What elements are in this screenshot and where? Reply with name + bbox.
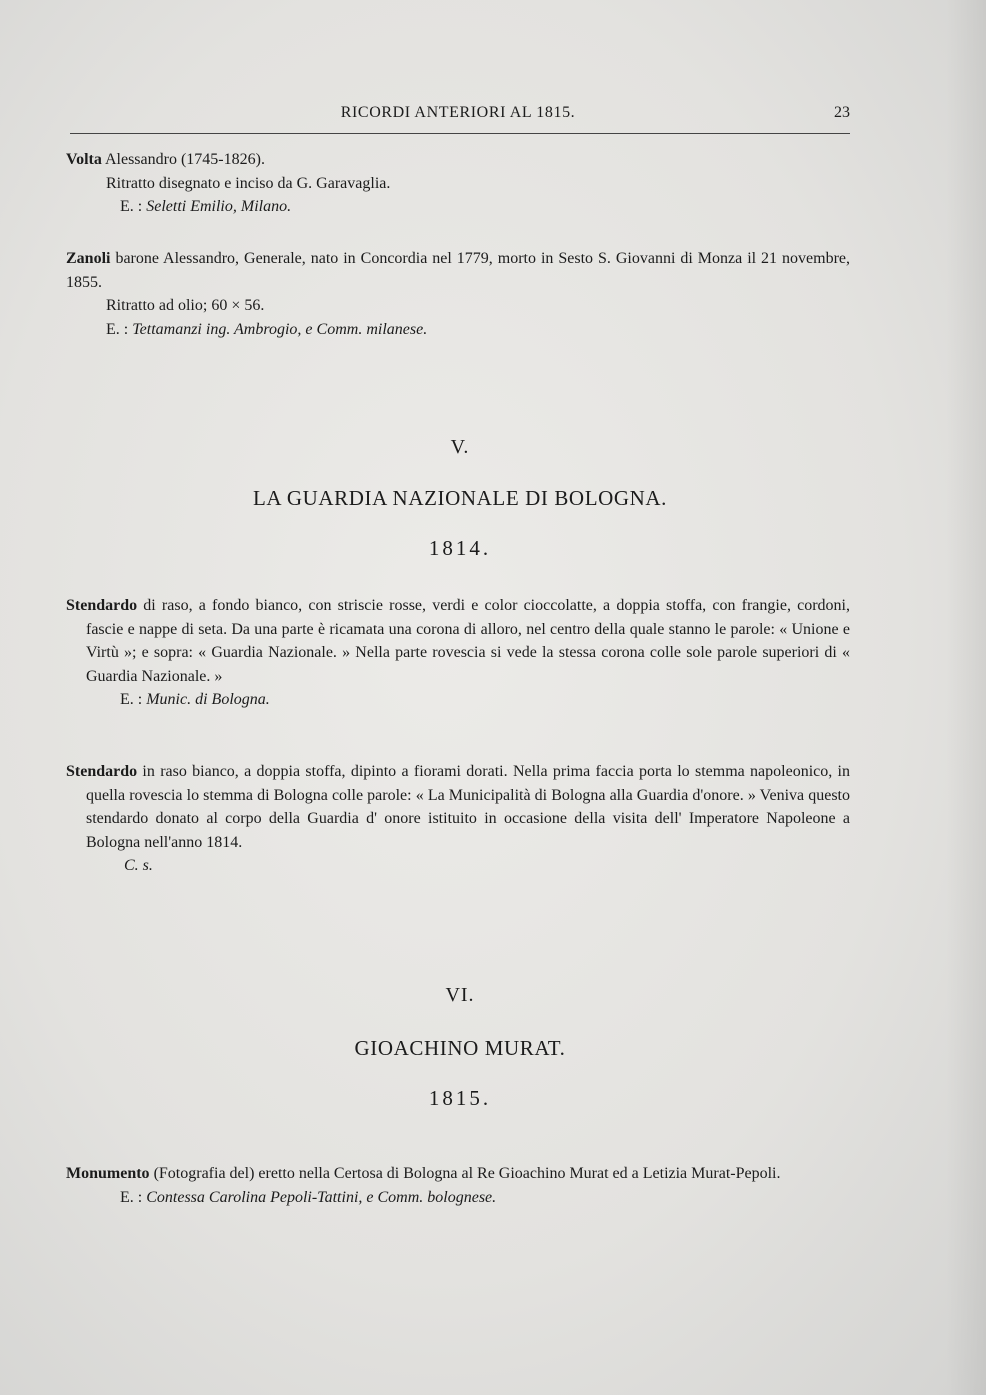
section-vi-number: VI. (445, 984, 475, 1006)
entry-monumento-text: (Fotografia del) eretto nella Certosa di Bologna al Re Gioachino Murat ed a Letizia Murat-Pepoli. (149, 1165, 781, 1182)
entry-stendardo-2-text: in raso bianco, a doppia stoffa, dipinto a fiorami dorati. Nella prima faccia porta lo stemma napoleonico, in quella rovescia lo stemma di Bologna colle parole: « La Municipalità di Bologna alla Guardia d'onore. » Veniva questo stendardo donato al corpo della Guardia d' onore istituito in occasione della visita dell' Imperatore Napoleone a Bologna nell'anno 1814. (86, 763, 850, 851)
entry-volta (66, 148, 850, 219)
section-vi-year: 1815. (428, 1086, 492, 1110)
entry-stendardo-1-body (66, 594, 850, 688)
section-v-year: 1814. (428, 536, 492, 560)
section-vi-title: GIOACHINO MURAT. (354, 1036, 566, 1060)
header-rule (70, 133, 850, 134)
entry-stendardo-1 (66, 594, 850, 712)
entry-monumento-owner-line (66, 1186, 850, 1210)
running-head (66, 104, 850, 128)
entry-volta-heading (66, 148, 850, 172)
entry-volta-owner-line (66, 195, 850, 219)
lemma-volta: Volta (66, 151, 102, 168)
entry-volta-description: Ritratto disegnato e inciso da G. Garavaglia. (106, 174, 391, 192)
entry-monumento-body (66, 1162, 850, 1186)
entry-stendardo-2 (66, 760, 850, 878)
entry-zanoli-description: Ritratto ad olio; 60 × 56. (106, 297, 265, 314)
entry-stendardo-1-text: di raso, a fondo bianco, con striscie rosse, verdi e color cioccolatte, a doppia stoffa, con frangie, cordoni, fascie e nappe di seta. Da una parte è ricamata una corona di alloro, nel centro della quale stanno le parole: « Unione e Virtù »; e sopra: « Guardia Nazionale. » Nella parte rovescia si vede la stessa corona colle sole parole superiori di « Guardia Nazionale. » (86, 597, 850, 685)
entry-zanoli-text: barone Alessandro, Generale, nato in Concordia nel 1779, morto in Sesto S. Giovanni di Monza il 21 novembre, 1855. (66, 250, 850, 291)
running-title: RICORDI ANTERIORI AL 1815. (340, 104, 576, 121)
entry-stendardo-1-owner: Munic. di Bologna. (146, 691, 270, 708)
entry-stendardo-2-owner: C. s. (124, 857, 153, 874)
owner-prefix: E. : (120, 691, 147, 708)
lemma-stendardo-1: Stendardo (66, 597, 138, 614)
entry-monumento (66, 1162, 850, 1209)
owner-prefix: E. : (106, 320, 133, 338)
entry-zanoli-heading (66, 247, 850, 294)
page-edge-shadow (946, 0, 986, 1395)
section-v-number: V. (450, 436, 470, 458)
section-v-title: LA GUARDIA NAZIONALE DI BOLOGNA. (252, 486, 668, 510)
entry-stendardo-1-owner-line (66, 688, 850, 712)
lemma-stendardo-2: Stendardo (66, 763, 138, 780)
page-number: 23 (834, 104, 850, 121)
entry-zanoli (66, 247, 850, 341)
owner-prefix: E. : (120, 1188, 147, 1206)
lemma-zanoli: Zanoli (66, 250, 111, 267)
entry-zanoli-owner-line (66, 318, 850, 342)
entry-zanoli-owner: Tettamanzi ing. Ambrogio, e Comm. milanese. (132, 320, 428, 338)
entry-monumento-owner: Contessa Carolina Pepoli-Tattini, e Comm. bolognese. (146, 1188, 497, 1206)
lemma-monumento: Monumento (66, 1165, 150, 1182)
entry-volta-text: Alessandro (1745-1826). (101, 151, 265, 168)
owner-prefix: E. : (120, 198, 147, 215)
entry-stendardo-2-body (66, 760, 850, 854)
entry-volta-owner: Seletti Emilio, Milano. (146, 198, 292, 215)
